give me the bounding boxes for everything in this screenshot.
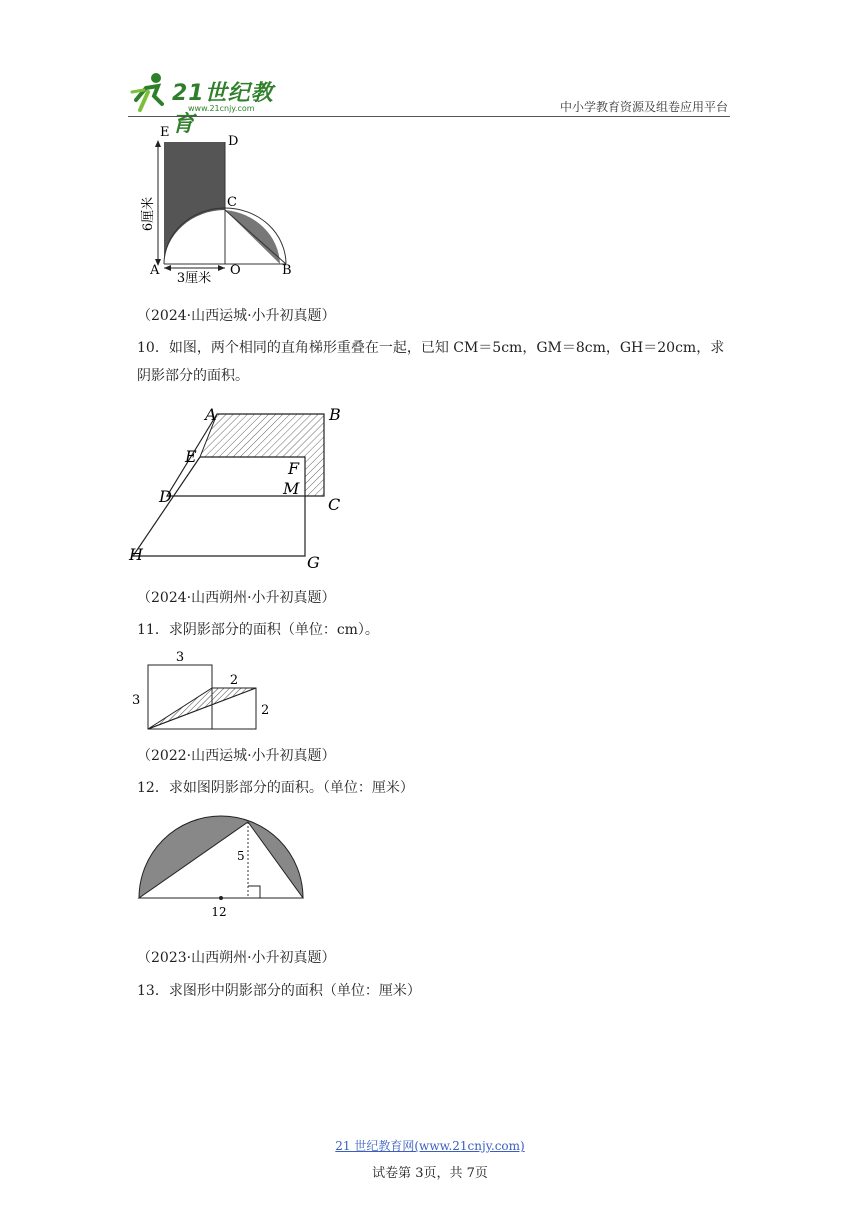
label-O: O [230,263,241,278]
label-left3: 3 [132,693,141,708]
label-F: F [288,459,300,478]
logo-text: 21世纪教育 [172,81,274,137]
label-height: 6厘米 [141,196,156,232]
label-A: A [150,263,160,278]
label-width: 3厘米 [176,271,212,284]
label-D: D [228,134,239,149]
q11-source: （2022·山西运城·小升初真题） [137,748,336,764]
figure-q9 [130,124,310,284]
label-A: A [205,405,217,424]
runner-logo-icon [128,70,172,114]
logo-url: www.21cnjy.com [188,104,255,113]
label-B: B [329,405,341,424]
footer-link[interactable]: 21 世纪教育网(www.21cnjy.com) [335,1139,525,1153]
shaded-region-right [225,210,280,264]
q12-text: 12．求如图阴影部分的面积。（单位：厘米） [137,780,414,796]
label-E: E [160,125,170,140]
header-divider [128,116,730,117]
label-M: M [283,479,300,498]
label-height: 5 [237,849,245,863]
q10-text-line1: 10．如图，两个相同的直角梯形重叠在一起，已知 CM＝5cm，GM＝8cm，GH＝20cm，求 [137,340,725,356]
figure-q12 [135,812,310,922]
q10-text [137,334,737,390]
label-D: D [159,487,172,506]
figure-q11 [128,648,278,734]
q9-source: （2024·山西运城·小升初真题） [137,308,336,324]
q10-source: （2024·山西朔州·小升初真题） [137,590,336,606]
label-right2: 2 [261,703,270,718]
label-G: G [307,553,320,572]
label-B: B [282,263,292,278]
label-top3: 3 [175,650,185,665]
label-H: H [129,545,143,564]
header-platform-text: 中小学教育资源及组卷应用平台 [559,100,728,114]
footer-page-number: 试卷第 3页，共 7页 [372,1166,488,1181]
q10-text-line2: 阴影部分的面积。 [137,368,249,384]
label-C: C [227,195,237,210]
label-E: E [185,447,197,466]
shaded-region-left [164,142,225,264]
label-base: 12 [211,905,227,919]
q12-source: （2023·山西朔州·小升初真题） [137,950,336,966]
q11-text: 11．求阴影部分的面积（单位：cm）。 [137,622,379,638]
q13-text: 13．求图形中阴影部分的面积（单位：厘米） [137,983,421,999]
label-C: C [328,495,341,514]
figure-q10 [125,402,365,574]
label-top2: 2 [229,673,239,688]
logo [128,70,288,137]
